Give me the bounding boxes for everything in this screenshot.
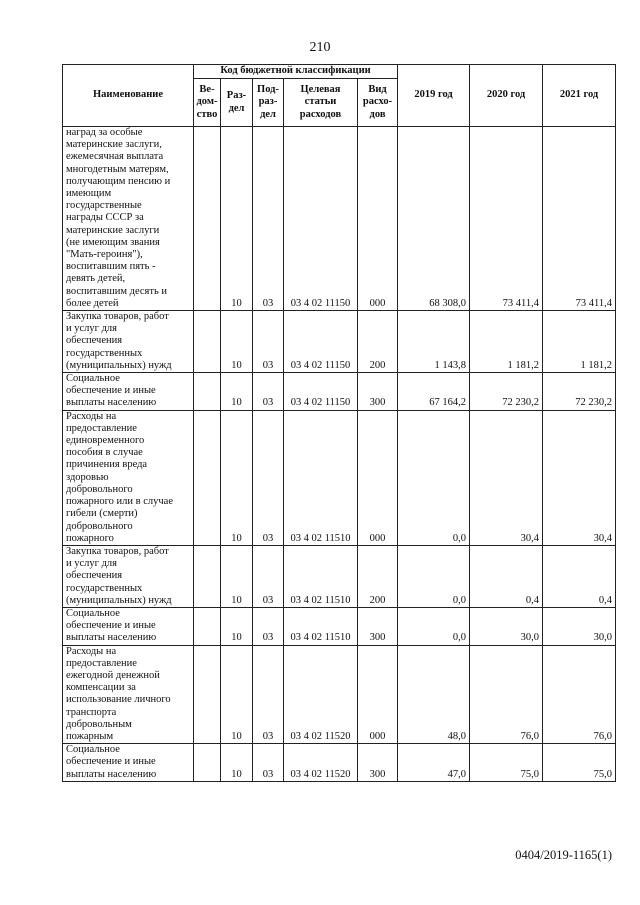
row-section-cell: 10 (221, 744, 253, 782)
row-section-cell: 10 (221, 545, 253, 607)
row-dept-cell (194, 744, 221, 782)
header-subsection: Под- раз- дел (253, 79, 284, 127)
row-dept-cell (194, 373, 221, 411)
row-expense-type-cell: 200 (358, 311, 398, 373)
header-name: Наименование (63, 65, 194, 127)
header-dept: Ве- дом- ство (194, 79, 221, 127)
row-2021-cell: 30,4 (543, 410, 616, 545)
table-row (63, 373, 616, 411)
document-code: 0404/2019-1165(1) (515, 848, 612, 862)
row-2020-cell: 72 230,2 (470, 373, 543, 411)
row-subsection-cell: 03 (253, 127, 284, 311)
row-2019-cell: 1 143,8 (398, 311, 470, 373)
row-section-cell: 10 (221, 127, 253, 311)
table-row (63, 410, 616, 545)
header-section: Раз- дел (221, 79, 253, 127)
row-2021-cell: 73 411,4 (543, 127, 616, 311)
row-target-cell: 03 4 02 11520 (284, 645, 358, 744)
row-expense-type-cell: 000 (358, 127, 398, 311)
row-section-cell: 10 (221, 645, 253, 744)
row-subsection-cell: 03 (253, 311, 284, 373)
row-2019-cell: 67 164,2 (398, 373, 470, 411)
row-2020-cell: 30,4 (470, 410, 543, 545)
row-name-cell: Закупка товаров, работ и услуг для обеспечения государственных (муниципальных) нужд (63, 311, 194, 373)
row-target-cell: 03 4 02 11150 (284, 373, 358, 411)
row-2021-cell: 76,0 (543, 645, 616, 744)
row-2019-cell: 68 308,0 (398, 127, 470, 311)
row-2019-cell: 0,0 (398, 545, 470, 607)
row-2021-cell: 30,0 (543, 607, 616, 645)
table-row (63, 127, 616, 311)
row-subsection-cell: 03 (253, 545, 284, 607)
row-expense-type-cell: 000 (358, 410, 398, 545)
row-expense-type-cell: 000 (358, 645, 398, 744)
row-section-cell: 10 (221, 311, 253, 373)
row-2019-cell: 0,0 (398, 607, 470, 645)
header-expense-type: Вид расхо- дов (358, 79, 398, 127)
row-2020-cell: 1 181,2 (470, 311, 543, 373)
row-subsection-cell: 03 (253, 744, 284, 782)
header-2020: 2020 год (470, 65, 543, 127)
row-name-cell: Социальное обеспечение и иные выплаты населению (63, 607, 194, 645)
row-2021-cell: 1 181,2 (543, 311, 616, 373)
row-2020-cell: 0,4 (470, 545, 543, 607)
budget-table (62, 64, 616, 782)
row-target-cell: 03 4 02 11510 (284, 410, 358, 545)
table-row (63, 645, 616, 744)
table-row (63, 607, 616, 645)
row-subsection-cell: 03 (253, 373, 284, 411)
row-name-cell: наград за особые материнские заслуги, ежемесячная выплата многодетным матерям, получающим пенсию и имеющим государственные награды СССР за материнские заслуги (не имеющим звания "Мать-героиня"), воспитавшим пять - девять детей, воспитавшим десять и более детей (63, 127, 194, 311)
row-2021-cell: 75,0 (543, 744, 616, 782)
row-2019-cell: 47,0 (398, 744, 470, 782)
row-dept-cell (194, 410, 221, 545)
row-2020-cell: 76,0 (470, 645, 543, 744)
header-2019: 2019 год (398, 65, 470, 127)
table-body (63, 127, 616, 782)
row-name-cell: Закупка товаров, работ и услуг для обеспечения государственных (муниципальных) нужд (63, 545, 194, 607)
row-target-cell: 03 4 02 11520 (284, 744, 358, 782)
row-section-cell: 10 (221, 373, 253, 411)
row-2021-cell: 72 230,2 (543, 373, 616, 411)
row-2021-cell: 0,4 (543, 545, 616, 607)
table-row (63, 545, 616, 607)
row-section-cell: 10 (221, 410, 253, 545)
row-2019-cell: 0,0 (398, 410, 470, 545)
row-subsection-cell: 03 (253, 645, 284, 744)
row-dept-cell (194, 545, 221, 607)
row-expense-type-cell: 200 (358, 545, 398, 607)
row-expense-type-cell: 300 (358, 373, 398, 411)
row-section-cell: 10 (221, 607, 253, 645)
row-name-cell: Социальное обеспечение и иные выплаты населению (63, 373, 194, 411)
row-expense-type-cell: 300 (358, 744, 398, 782)
row-target-cell: 03 4 02 11510 (284, 545, 358, 607)
row-subsection-cell: 03 (253, 410, 284, 545)
row-dept-cell (194, 127, 221, 311)
header-target: Целевая статьи расходов (284, 79, 358, 127)
row-dept-cell (194, 607, 221, 645)
row-2020-cell: 73 411,4 (470, 127, 543, 311)
row-dept-cell (194, 645, 221, 744)
row-target-cell: 03 4 02 11150 (284, 127, 358, 311)
row-subsection-cell: 03 (253, 607, 284, 645)
row-name-cell: Социальное обеспечение и иные выплаты населению (63, 744, 194, 782)
header-code-group: Код бюджетной классификации (194, 65, 398, 79)
row-name-cell: Расходы на предоставление единовременного пособия в случае причинения вреда здоровью добровольного пожарного или в случае гибели (смерти) добровольного пожарного (63, 410, 194, 545)
header-2021: 2021 год (543, 65, 616, 127)
row-target-cell: 03 4 02 11510 (284, 607, 358, 645)
row-target-cell: 03 4 02 11150 (284, 311, 358, 373)
row-dept-cell (194, 311, 221, 373)
row-2020-cell: 30,0 (470, 607, 543, 645)
row-2019-cell: 48,0 (398, 645, 470, 744)
row-name-cell: Расходы на предоставление ежегодной денежной компенсации за использование личного транспорта добровольным пожарным (63, 645, 194, 744)
table-row (63, 311, 616, 373)
table-row (63, 744, 616, 782)
page-number: 210 (309, 40, 331, 55)
row-expense-type-cell: 300 (358, 607, 398, 645)
row-2020-cell: 75,0 (470, 744, 543, 782)
